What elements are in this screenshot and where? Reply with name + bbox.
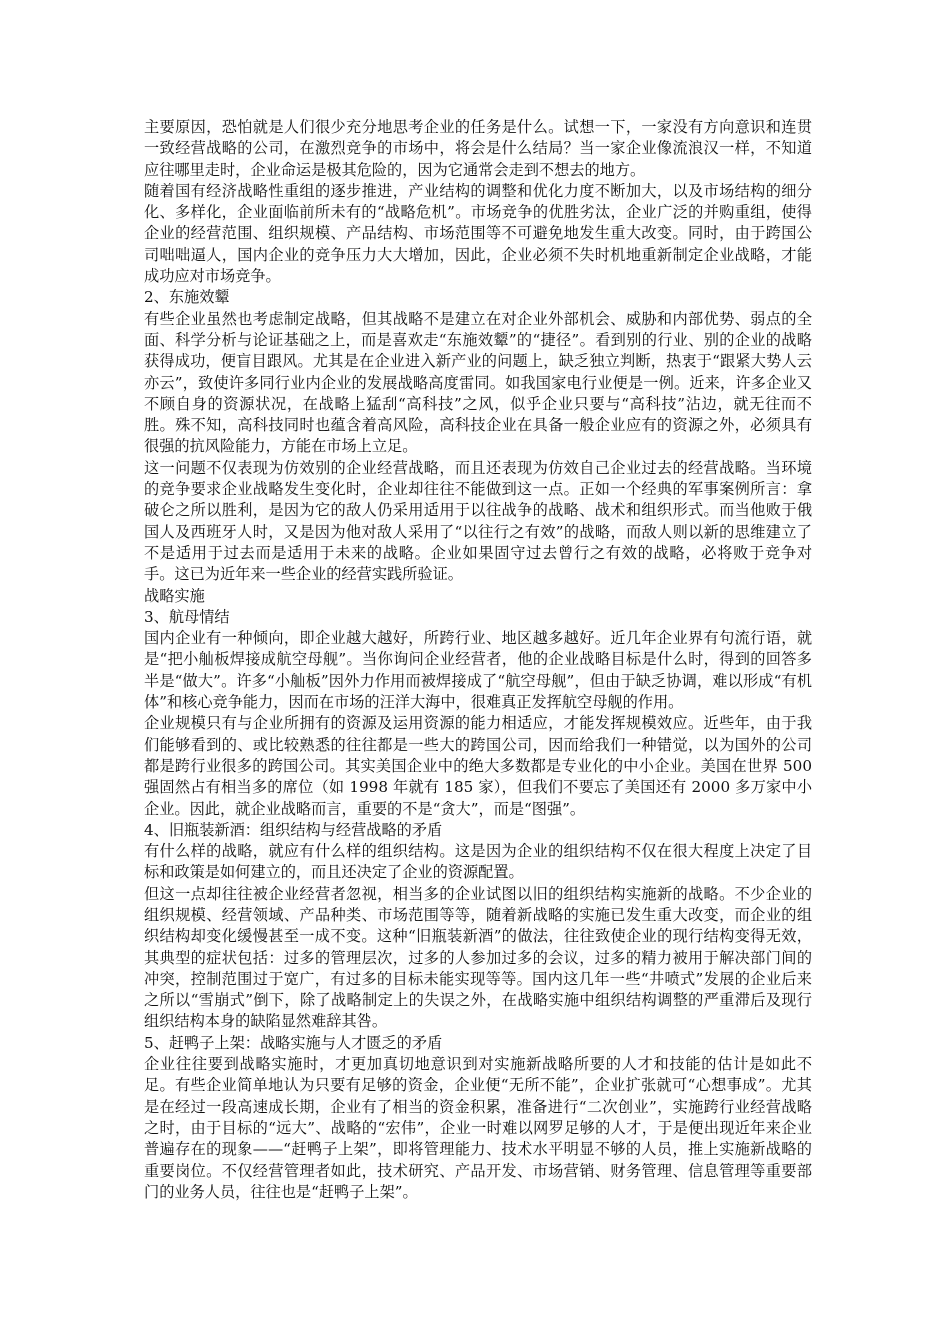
paragraph-imitation: 有些企业虽然也考虑制定战略，但其战略不是建立在对企业外部机会、威胁和内部优势、弱点的全面、科学分析与论证基础之上，而是喜欢走“东施效颦”的“捷径”。看到别的行业、别的企业的战略获得成功，便盲目跟风。尤其是在企业进入新产业的问题上，缺乏独立判断，热衷于“跟紧大势人云亦云”，致使许多同行业内企业的发展战略高度雷同。如我国家电行业便是一例。近来，许多企业又不顾自身的资源状况，在战略上猛刮“高科技”之风，似乎企业只要与“高科技”沾边，就无往而不胜。殊不知，高科技同时也蕴含着高风险，高科技企业在具备一般企业应有的资源之外，必须具有很强的抗风险能力，方能在市场上立足。: [144, 309, 812, 456]
section-heading-4: 4、旧瓶装新酒：组织结构与经营战略的矛盾: [144, 820, 443, 839]
paragraph-strategy-crisis: 随着国有经济战略性重组的逐步推进，产业结构的调整和优化力度不断加大，以及市场结构的细分化、多样化，企业面临前所未有的“战略危机”。市场竞争的优胜劣汰，企业广泛的并购重组，使得企业的经营范围、组织规模、产品结构、市场范围等不可避免地发生重大改变。同时，由于跨国公司咄咄逼人，国内企业的竞争压力大大增加，因此，企业必须不失时机地重新制定企业战略，才能成功应对市场竞争。: [144, 181, 812, 286]
paragraph-self-imitation: 这一问题不仅表现为仿效别的企业经营战略，而且还表现为仿效自己企业过去的经营战略。当环境的竞争要求企业战略发生变化时，企业却往往不能做到这一点。正如一个经典的军事案例所言：拿破仑之所以胜利，是因为它的敌人仍采用适用于以往战争的战略、战术和组织形式。而当他败于俄国人及西班牙人时，又是因为他对敌人采用了“以往行之有效”的战略，而敌人则以新的思维建立了不是适用于过去而是适用于未来的战略。企业如果固守过去曾行之有效的战略，必将败于竞争对手。这已为近年来一些企业的经营实践所验证。: [144, 458, 812, 584]
document-body: [144, 117, 812, 1203]
paragraph-structure-neglect: 但这一点却往往被企业经营者忽视，相当多的企业试图以旧的组织结构实施新的战略。不少企业的组织规模、经营领域、产品种类、市场范围等等，随着新战略的实施已发生重大改变，而企业的组织结构却变化缓慢甚至一成不变。这种“旧瓶装新酒”的做法，往往致使企业的现行结构变得无效，其典型的症状包括：过多的管理层次，过多的人参加过多的会议，过多的精力被用于解决部门间的冲突，控制范围过于宽广，有过多的目标未能实现等等。国内这几年一些“井喷式”发展的企业后来之所以“雪崩式”倒下，除了战略制定上的失误之外，在战略实施中组织结构调整的严重滞后及现行组织结构本身的缺陷显然难辞其咎。: [144, 884, 812, 1031]
section-heading-5: 5、赶鸭子上架：战略实施与人才匮乏的矛盾: [144, 1033, 443, 1052]
paragraph-carrier-complex: 国内企业有一种倾向，即企业越大越好，所跨行业、地区越多越好。近几年企业界有句流行语，就是“把小舢板焊接成航空母舰”。当你询问企业经营者，他的企业战略目标是什么时，得到的回答多半是“做大”。许多“小舢板”因外力作用而被焊接成了“航空母舰”，但由于缺乏协调，难以形成“有机体”和核心竞争能力，因而在市场的汪洋大海中，很难真正发挥航空母舰的作用。: [144, 629, 812, 712]
paragraph-talent: 企业往往要到战略实施时，才更加真切地意识到对实施新战略所要的人才和技能的估计是如此不足。有些企业简单地认为只要有足够的资金，企业便“无所不能”，企业扩张就可“心想事成”。尤其是在经过一段高速成长期，企业有了相当的资金积累，准备进行“二次创业”，实施跨行业经营战略之时，由于目标的“远大”、战略的“宏伟”，企业一时难以网罗足够的人才，于是便出现近年来企业普遍存在的现象——“赶鸭子上架”，即将管理能力、技术水平明显不够的人员，推上实施新战略的重要岗位。不仅经营管理者如此，技术研究、产品开发、市场营销、财务管理、信息管理等重要部门的业务人员，往往也是“赶鸭子上架”。: [144, 1055, 812, 1201]
section-heading-implementation: 战略实施: [144, 586, 205, 605]
paragraph-intro: 主要原因，恐怕就是人们很少充分地思考企业的任务是什么。试想一下，一家没有方向意识和连贯一致经营战略的公司，在激烈竞争的市场中，将会是什么结局？当一家企业像流浪汉一样，不知道应往哪里走时，企业命运是极其危险的，因为它通常会走到不想去的地方。: [144, 118, 812, 179]
paragraph-scale: 企业规模只有与企业所拥有的资源及运用资源的能力相适应，才能发挥规模效应。近些年，由于我们能够看到的、或比较熟悉的往往都是一些大的跨国公司，因而给我们一种错觉，以为国外的公司都是跨行业很多的跨国公司。其实美国企业中的绝大多数都是专业化的中小企业。美国在世界 500 强固然占有相当多的席位（如 1998 年就有 185 家），但我们不要忘了美国还有 2000 多万家中小企业。因此，就企业战略而言，重要的不是“贪大”，而是“图强”。: [144, 714, 813, 818]
section-heading-3: 3、航母情结: [144, 607, 230, 626]
section-heading-2: 2、东施效颦: [144, 288, 230, 307]
paragraph-structure: 有什么样的战略，就应有什么样的组织结构。这是因为企业的组织结构不仅在很大程度上决定了目标和政策是如何建立的，而且还决定了企业的资源配置。: [144, 842, 812, 882]
